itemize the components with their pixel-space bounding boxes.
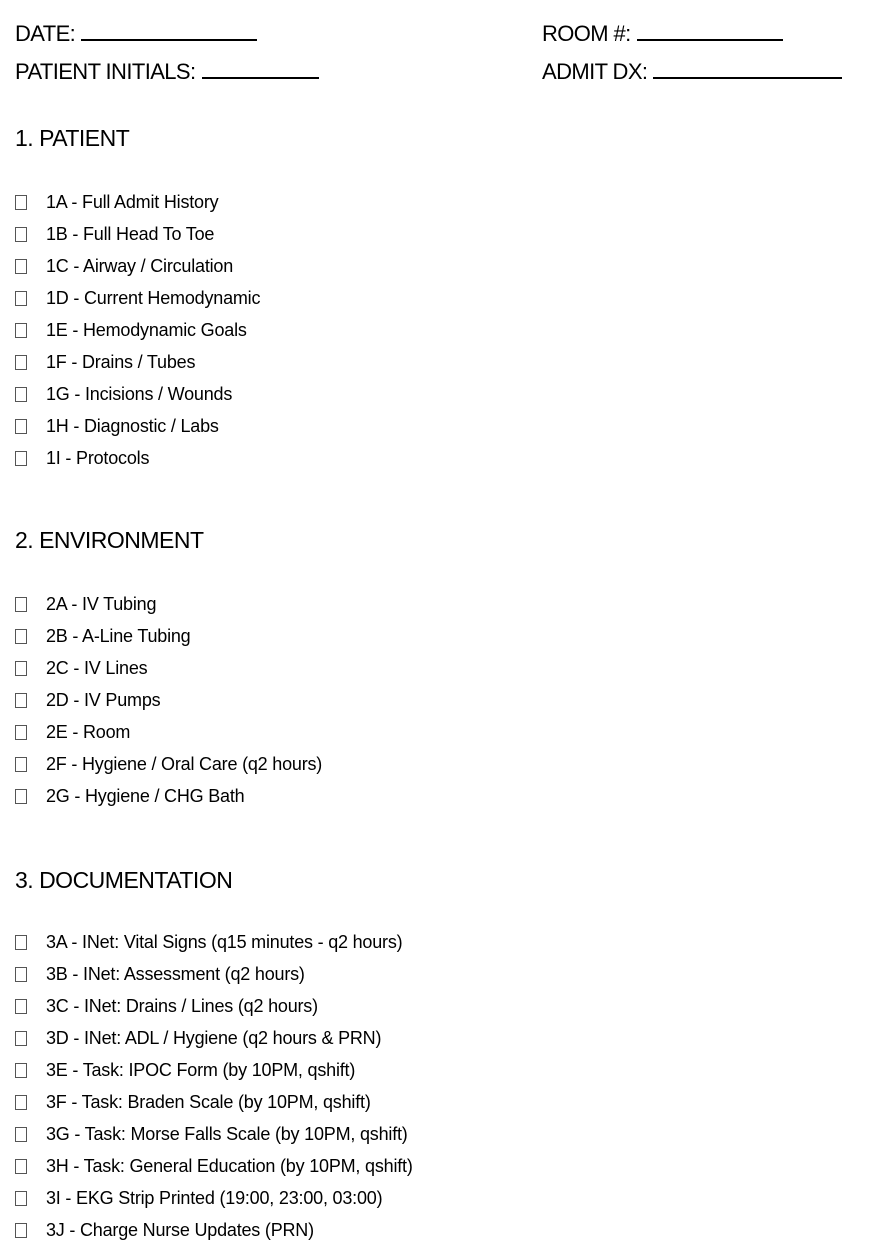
checklist-item-label: 1H - Diagnostic / Labs <box>46 415 219 436</box>
checklist-item <box>15 748 322 780</box>
initials-field <box>15 57 319 85</box>
checklist-item <box>15 442 260 474</box>
checklist-item-label: 3F - Task: Braden Scale (by 10PM, qshift) <box>46 1091 371 1112</box>
checklist-item <box>15 716 322 748</box>
documentation-checklist <box>15 926 413 1246</box>
checklist-item <box>15 926 413 958</box>
checklist-item-label: 1D - Current Hemodynamic <box>46 287 261 308</box>
checkbox[interactable] <box>15 789 27 804</box>
checkbox[interactable] <box>15 387 27 402</box>
checkbox[interactable] <box>15 1191 27 1206</box>
admit-dx-label: ADMIT DX: <box>542 59 648 84</box>
checklist-item <box>15 588 322 620</box>
checklist-item-label: 1A - Full Admit History <box>46 191 219 212</box>
checkbox[interactable] <box>15 195 27 210</box>
checkbox[interactable] <box>15 661 27 676</box>
section-title-patient: 1. PATIENT <box>15 125 130 151</box>
checklist-item <box>15 314 260 346</box>
checklist-item-label: 2D - IV Pumps <box>46 689 161 710</box>
checklist-item <box>15 218 260 250</box>
checklist-item <box>15 186 260 218</box>
environment-checklist <box>15 588 322 812</box>
checklist-item-label: 3G - Task: Morse Falls Scale (by 10PM, qshift) <box>46 1123 408 1144</box>
checklist-item-label: 3E - Task: IPOC Form (by 10PM, qshift) <box>46 1059 356 1080</box>
checkbox[interactable] <box>15 693 27 708</box>
checklist-item-label: 2E - Room <box>46 721 131 742</box>
section-title-environment: 2. ENVIRONMENT <box>15 527 204 553</box>
date-field <box>15 19 257 47</box>
checkbox[interactable] <box>15 1031 27 1046</box>
section-title-documentation: 3. DOCUMENTATION <box>15 867 233 893</box>
checklist-item <box>15 410 260 442</box>
checklist-item-label: 3I - EKG Strip Printed (19:00, 23:00, 03:00) <box>46 1187 383 1208</box>
initials-label: PATIENT INITIALS: <box>15 59 196 84</box>
checkbox[interactable] <box>15 419 27 434</box>
checklist-item <box>15 346 260 378</box>
admit-dx-blank[interactable] <box>653 57 842 79</box>
checkbox[interactable] <box>15 757 27 772</box>
checkbox[interactable] <box>15 355 27 370</box>
checklist-item <box>15 1118 413 1150</box>
checkbox[interactable] <box>15 1127 27 1142</box>
checklist-item-label: 3B - INet: Assessment (q2 hours) <box>46 963 305 984</box>
checklist-item <box>15 1150 413 1182</box>
checkbox[interactable] <box>15 291 27 306</box>
date-label: DATE: <box>15 21 76 46</box>
checklist-item-label: 2F - Hygiene / Oral Care (q2 hours) <box>46 753 323 774</box>
checklist-item-label: 1B - Full Head To Toe <box>46 223 215 244</box>
checklist-item-label: 2A - IV Tubing <box>46 593 157 614</box>
checkbox[interactable] <box>15 967 27 982</box>
patient-checklist <box>15 186 260 474</box>
room-blank[interactable] <box>637 19 783 41</box>
checklist-item-label: 1F - Drains / Tubes <box>46 351 196 372</box>
checklist-item <box>15 780 322 812</box>
checklist-item <box>15 1182 413 1214</box>
checklist-item <box>15 620 322 652</box>
checkbox[interactable] <box>15 725 27 740</box>
checklist-item-label: 2C - IV Lines <box>46 657 148 678</box>
admit-dx-field <box>542 57 842 85</box>
checkbox[interactable] <box>15 1223 27 1238</box>
checklist-item <box>15 990 413 1022</box>
checkbox[interactable] <box>15 999 27 1014</box>
checkbox[interactable] <box>15 323 27 338</box>
checklist-item-label: 2G - Hygiene / CHG Bath <box>46 785 245 806</box>
checkbox[interactable] <box>15 227 27 242</box>
initials-blank[interactable] <box>202 57 319 79</box>
checklist-item <box>15 250 260 282</box>
checkbox[interactable] <box>15 1159 27 1174</box>
checklist-item <box>15 1086 413 1118</box>
checklist-item <box>15 958 413 990</box>
checklist-item-label: 3D - INet: ADL / Hygiene (q2 hours & PRN) <box>46 1027 382 1048</box>
checkbox[interactable] <box>15 935 27 950</box>
checklist-item-label: 3J - Charge Nurse Updates (PRN) <box>46 1219 314 1240</box>
checklist-item <box>15 282 260 314</box>
checklist-item <box>15 378 260 410</box>
date-blank[interactable] <box>81 19 257 41</box>
checkbox[interactable] <box>15 629 27 644</box>
checklist-item-label: 1C - Airway / Circulation <box>46 255 234 276</box>
checklist-item-label: 3A - INet: Vital Signs (q15 minutes - q2 hours) <box>46 931 403 952</box>
checklist-item-label: 1I - Protocols <box>46 447 150 468</box>
checklist-item-label: 3C - INet: Drains / Lines (q2 hours) <box>46 995 318 1016</box>
checkbox[interactable] <box>15 1063 27 1078</box>
checklist-item <box>15 652 322 684</box>
room-label: ROOM #: <box>542 21 631 46</box>
checkbox[interactable] <box>15 451 27 466</box>
checklist-item <box>15 1054 413 1086</box>
checklist-item-label: 3H - Task: General Education (by 10PM, qshift) <box>46 1155 413 1176</box>
checklist-item <box>15 1022 413 1054</box>
checklist-item <box>15 1214 413 1246</box>
checkbox[interactable] <box>15 259 27 274</box>
checkbox[interactable] <box>15 1095 27 1110</box>
checkbox[interactable] <box>15 597 27 612</box>
checklist-item-label: 1G - Incisions / Wounds <box>46 383 233 404</box>
room-field <box>542 19 783 47</box>
checklist-item <box>15 684 322 716</box>
checklist-item-label: 1E - Hemodynamic Goals <box>46 319 247 340</box>
checklist-item-label: 2B - A-Line Tubing <box>46 625 191 646</box>
